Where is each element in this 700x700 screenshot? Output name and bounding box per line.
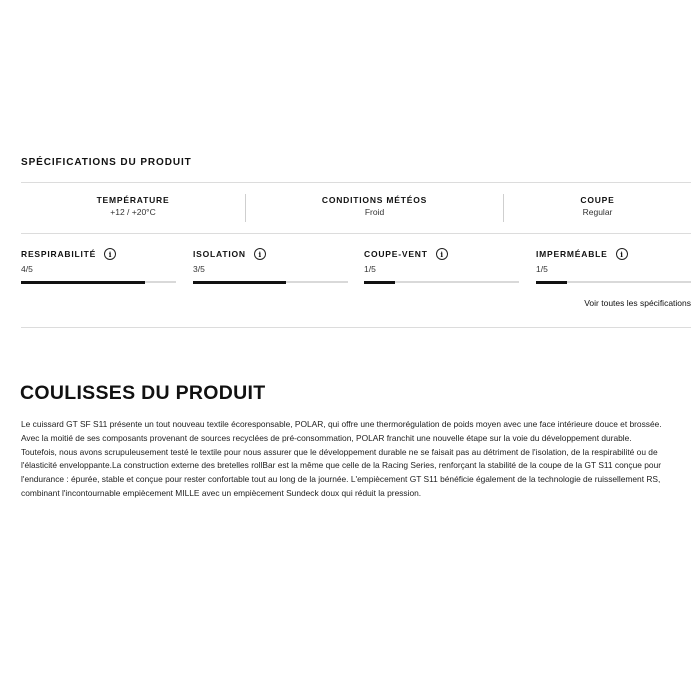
rating-bar-track — [193, 281, 348, 283]
product-description — [21, 418, 691, 501]
divider — [21, 233, 691, 234]
info-icon[interactable]: i — [104, 248, 116, 260]
rating-insulation — [193, 247, 348, 283]
rating-insulation-score: 3/5 — [193, 264, 205, 274]
rating-bar-track — [364, 281, 519, 283]
divider — [21, 182, 691, 183]
description-line: combinant l'incontournable empiècement MILLE avec un empiècement Sundeck doux qui réduit la pression. — [21, 487, 422, 498]
rating-bar-fill — [536, 281, 567, 284]
rating-breathability — [21, 247, 176, 283]
rating-bar-track — [536, 281, 691, 283]
rating-bar-track — [21, 281, 176, 283]
spec-ratings — [21, 247, 691, 287]
rating-windproof — [364, 247, 519, 283]
description-line: Avec la moitié de ses composants provenant de sources recyclées de pré-consommation, POLAR franchit une nouvelle étape sur la voie du développement durable. — [21, 432, 632, 443]
rating-bar-fill — [193, 281, 286, 284]
section-title: COULISSES DU PRODUIT — [20, 382, 266, 404]
see-all-specs-link[interactable]: Voir toutes les spécifications — [584, 298, 691, 308]
rating-insulation-label: ISOLATION — [193, 249, 246, 259]
rating-waterproof-score: 1/5 — [536, 264, 548, 274]
description-line: Toutefois, nous avons scrupuleusement testé le textile pour nous assurer que le développement durable ne se faisait pas au détriment de l'isolation, de la respirabilité ou de — [21, 446, 658, 457]
spec-weather-value: Froid — [364, 207, 385, 217]
rating-windproof-score: 1/5 — [364, 264, 376, 274]
spec-fit — [504, 194, 691, 224]
rating-waterproof — [536, 247, 691, 283]
rating-bar-fill — [364, 281, 395, 284]
rating-breathability-score: 4/5 — [21, 264, 33, 274]
rating-breathability-label: RESPIRABILITÉ — [21, 249, 97, 259]
description-line: l'endurance : épurée, stable et conçue pour rester confortable tout au long de la journée. L'empiècement GT S11 bénéficie également de la technologie de ruissellement RS, — [21, 474, 661, 485]
rating-waterproof-label: IMPERMÉABLE — [536, 249, 608, 259]
spec-fit-value: Regular — [582, 207, 613, 217]
specs-title: SPÉCIFICATIONS DU PRODUIT — [21, 157, 192, 168]
info-icon[interactable]: i — [436, 248, 448, 260]
rating-windproof-label: COUPE-VENT — [364, 249, 428, 259]
description-line: Le cuissard GT SF S11 présente un tout nouveau textile écoresponsable, POLAR, qui offre une thermorégulation de poids moyen avec une face intérieure douce et brossée. — [21, 419, 662, 429]
rating-bar-fill — [21, 281, 145, 284]
spec-info-row — [21, 194, 691, 224]
spec-weather — [246, 194, 503, 224]
spec-fit-label: COUPE — [580, 195, 615, 205]
spec-temperature-value: +12 / +20°C — [110, 207, 156, 217]
divider — [21, 327, 691, 328]
info-icon[interactable]: i — [616, 248, 628, 260]
spec-temperature-label: TEMPÉRATURE — [96, 195, 170, 205]
description-line: l'élasticité enveloppante.La construction externe des bretelles rollBar est la même que celle de la Racing Series, renforçant la stabilité de la coupe de la GT S11 conçue pour — [21, 460, 662, 471]
spec-weather-label: CONDITIONS MÉTÉOS — [321, 195, 428, 205]
spec-temperature — [21, 194, 245, 224]
info-icon[interactable]: i — [254, 248, 266, 260]
